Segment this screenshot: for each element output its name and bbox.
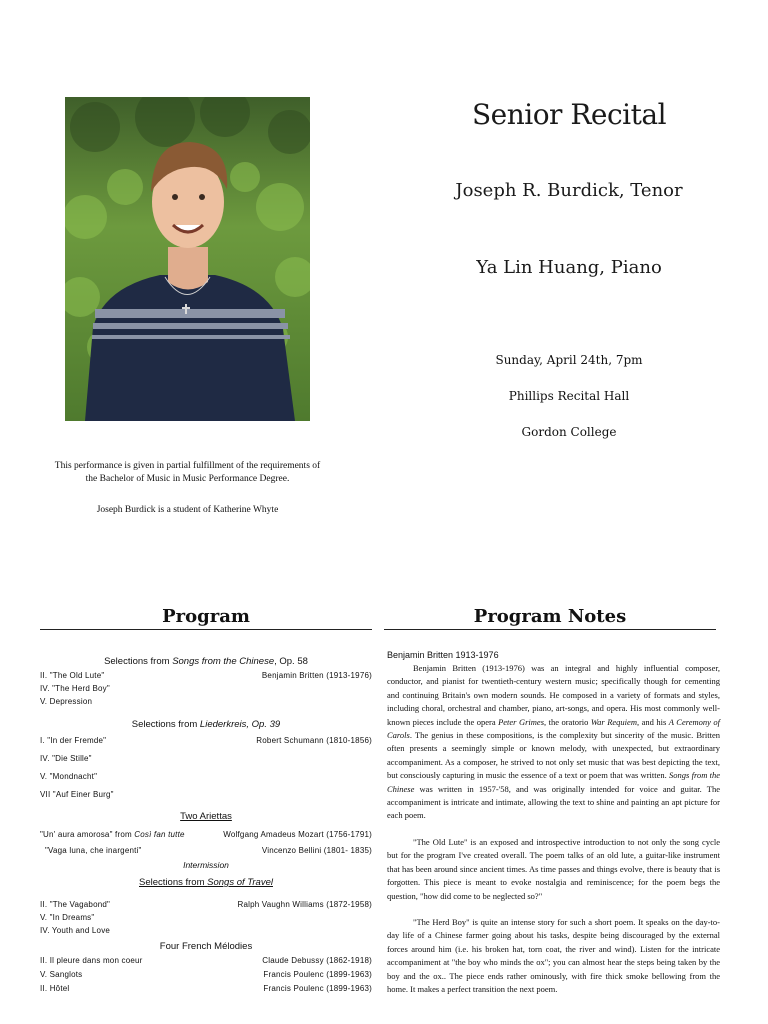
recital-venue: Phillips Recital Hall	[508, 389, 630, 403]
program-row: "Vaga luna, che inargenti" Vincenzo Bellini (1801- 1835)	[45, 846, 372, 855]
notes-paragraph-1: Benjamin Britten (1913-1976) was an integral and highly influential composer, conductor, and pianist for twentieth-century western music; specifically though for cementing and continuing Britain's own modern sounds. He composed in a variety of formats and styles, including choral, orchestral and chamber, piano, art-songs, and opera. His most commonly well-known pieces include the opera Peter Grimes, the oratorio War Requiem, and his A Ceremony of Carols. The genius in these compositions, is the complexity but sincerity of the music. Britten often presents a seemingly simple or known melody, with unexpected, but extraordinary accompaniment. As a composer, he strived to not only set music that was best depicting the text, but consciously capturing in music the essence of a text or poem that was written. Songs from the Chinese was written in 1957-'58, and was originally intended for voice and guitar. The accompaniment is intricate and intimate, allowing the text to shine and painting an apt picture for each poem.	[387, 663, 720, 821]
fulfillment-line-1: This performance is given in partial fulfillment of the requirements of	[54, 461, 321, 471]
program-row: V. Depression	[40, 697, 93, 706]
program-row: V. Sanglots Francis Poulenc (1899-1963)	[40, 970, 372, 979]
group-title-ariettas: Two Ariettas	[180, 811, 232, 822]
program-list	[40, 655, 372, 996]
group-title-schumann: Selections from Liederkreis, Op. 39	[131, 719, 281, 730]
recital-institution: Gordon College	[521, 425, 617, 439]
recital-title: Senior Recital	[471, 98, 667, 131]
portrait-photo-icon	[65, 97, 310, 421]
program-row: IV. Youth and Love	[40, 926, 111, 935]
performer-piano: Ya Lin Huang, Piano	[476, 257, 662, 278]
fulfillment-line-2: the Bachelor of Music in Music Performance Degree.	[85, 474, 290, 484]
recital-date: Sunday, April 24th, 7pm	[495, 353, 643, 367]
program-notes-heading: Program Notes	[473, 606, 627, 627]
program-row: IV. "The Herd Boy"	[40, 684, 110, 693]
notes-subhead: Benjamin Britten 1913-1976	[387, 650, 499, 660]
program-row: I. "In der Fremde" Robert Schumann (1810-1856)	[40, 736, 372, 745]
performer-tenor: Joseph R. Burdick, Tenor	[455, 180, 683, 201]
group-title-french: Four French Mélodies	[159, 941, 253, 952]
intermission-label: Intermission	[183, 860, 229, 870]
performer-photo	[65, 97, 310, 421]
program-row: V. "In Dreams"	[40, 913, 95, 922]
program-row: IV. "Die Stille"	[40, 754, 92, 763]
program-heading: Program	[162, 606, 250, 627]
program-notes-rule	[384, 629, 716, 630]
program-row: "Un' aura amorosa" from Così fan tutte Wolfgang Amadeus Mozart (1756-1791)	[40, 830, 372, 839]
program-row: VII "Auf Einer Burg"	[40, 790, 114, 799]
program-row: II. "The Old Lute" Benjamin Britten (1913-1976)	[40, 671, 372, 680]
notes-paragraph-2: "The Old Lute" is an exposed and introspective introduction to not only the song cycle but for the program I've created overall. The poem talks of an old lute, a guitar-like instrument that has been around since ancient times. As time passes and things evolve, there is beauty that is forgotten. This piece is meant to evoke nostalgia and reminiscence; for the poem begs the question, "how did come to be neglected so?"	[387, 836, 720, 901]
group-title-travel: Selections from Songs of Travel	[139, 877, 273, 888]
program-row: II. Hôtel Francis Poulenc (1899-1963)	[40, 984, 372, 993]
program-rule	[40, 629, 372, 630]
group-title-britten: Selections from Songs from the Chinese, Op. 58	[104, 656, 308, 667]
program-row: V. "Mondnacht"	[40, 772, 98, 781]
notes-paragraph-3: "The Herd Boy" is quite an intense story for such a short poem. It speaks on the day-to-day life of a Chinese farmer going about his tasks, despite being discouraged by the external forces around him (i.e. his broken hat, torn coat, the river and wind). Listen for the intricate accompaniment at "the boy who minds the ox"; you can almost hear the steps being taken by the boy and the ox.. The piece ends rather ominously, with fire thick smoke bellowing from the home. It makes a perfect transition the next poem.	[387, 916, 720, 994]
fulfillment-note	[40, 460, 335, 486]
teacher-note: Joseph Burdick is a student of Katherine Whyte	[96, 505, 279, 515]
program-row: II. Il pleure dans mon coeur Claude Debussy (1862-1918)	[40, 956, 372, 965]
program-row: II. "The Vagabond" Ralph Vaughn Williams (1872-1958)	[40, 900, 372, 909]
program-notes-body	[387, 650, 720, 996]
